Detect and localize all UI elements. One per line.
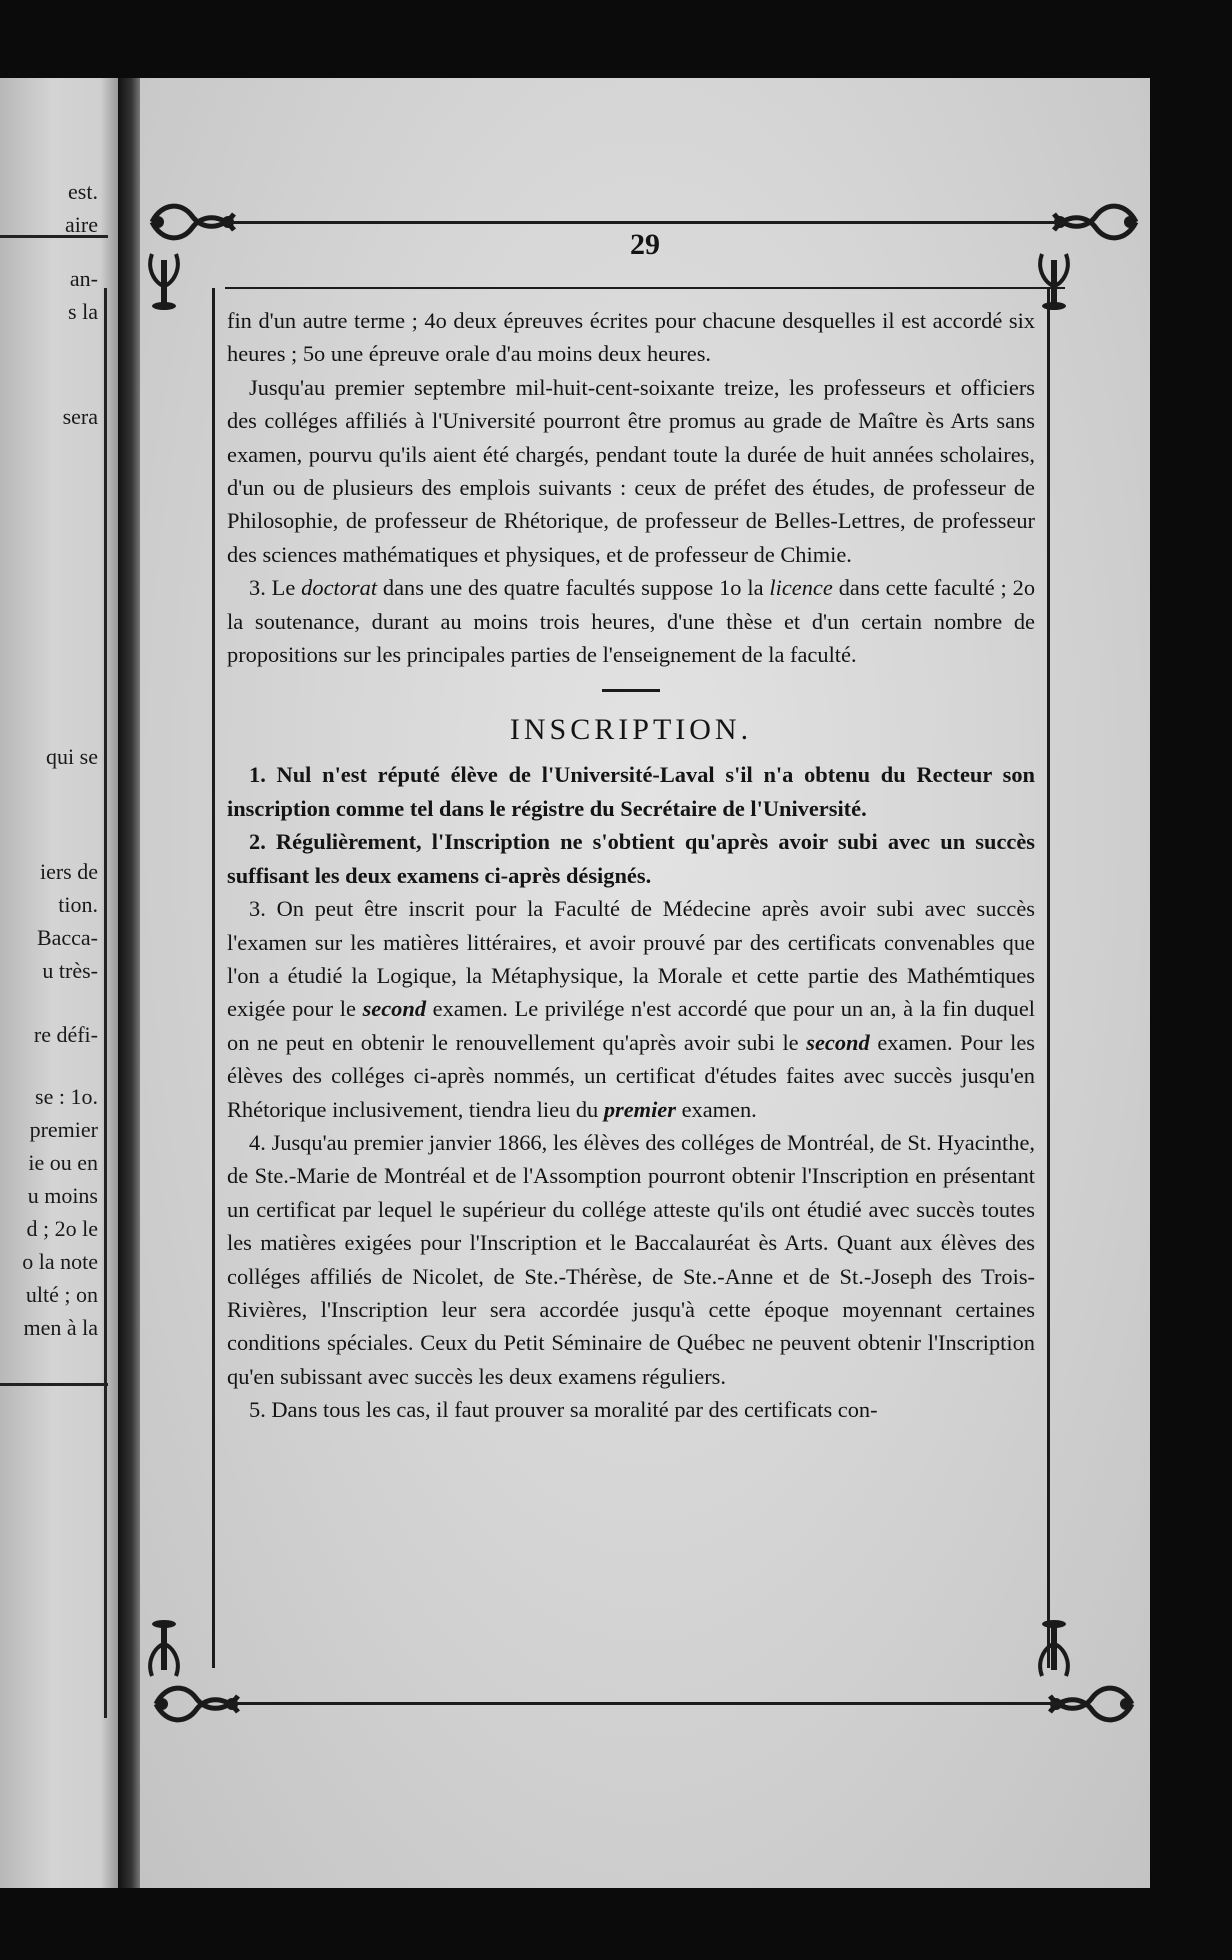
inscription-item-3 bbox=[227, 892, 1035, 1126]
left-page-fragment: d ; 2o le bbox=[26, 1216, 98, 1241]
paragraph-maitre-es-arts: Jusqu'au premier septembre mil-huit-cent-soixante treize, les professeurs et officiers des colléges affiliés à l'Université pourront être promus au grade de Maître ès Arts sans examen, pourvu qu'ils aient été chargés, pendant toute la durée de huit années scholaires, d'un ou de plusieurs des emplois suivants : ceux de préfet des études, de professeur de Philosophie, de professeur de Rhétorique, de professeur de Belles-Lettres, de professeur des sciences mathématiques et physiques, et de professeur de Chimie. bbox=[227, 374, 1035, 567]
left-page-fragment: se : 1o. bbox=[35, 1084, 98, 1109]
inscription-item-4: 4. Jusqu'au premier janvier 1866, les élèves des colléges de Montréal, de St. Hyacinthe, de Ste.-Marie de Montréal et de l'Assomption pourront obtenir l'Inscription en présentant un certificat par lequel le supérieur du collége atteste qu'ils ont étudié avec succès toutes les matières exigées pour l'Inscription et le Baccalauréat ès Arts. Quant aux élèves des colléges affiliés de Nicolet, de Ste.-Thérèse, de Ste.-Anne et de St.-Joseph des Trois-Rivières, l'Inscription leur sera accordée jusqu'à cette époque moyennant certaines conditions spéciales. Ceux du Petit Séminaire de Québec ne peuvent obtenir l'Inscription qu'en subissant avec succès les deux examens réguliers. bbox=[227, 1129, 1035, 1389]
left-page-fragment: s la bbox=[68, 299, 98, 324]
left-page-fragment: sera bbox=[62, 404, 98, 429]
frame-left-rule bbox=[212, 288, 215, 1668]
left-page-fragment: premier bbox=[29, 1117, 98, 1142]
page-number: 29 bbox=[630, 228, 660, 261]
inscription-item-1: 1. Nul n'est réputé élève de l'Université-Laval s'il n'a obtenu du Recteur son inscription comme tel dans le régistre du Secrétaire de l'Université. bbox=[227, 762, 1035, 821]
doctorat-term: doctorat bbox=[301, 575, 378, 601]
book-gutter bbox=[118, 78, 140, 1888]
bottom-right-lyre-icon bbox=[1036, 1618, 1072, 1680]
book-page bbox=[140, 78, 1150, 1888]
frame-bottom-rule bbox=[225, 1702, 1065, 1705]
left-page-fragment: ulté ; on bbox=[25, 1282, 98, 1307]
item-3-text-b: examen. Le privilége n'est accordé que pour un an, à la fin duquel on ne peut en obtenir le renouvellement qu'après avoir subi le bbox=[227, 996, 1035, 1055]
left-page-fragment: men à la bbox=[23, 1315, 98, 1340]
left-facing-page bbox=[0, 78, 118, 1888]
left-page-fragment: o la note bbox=[22, 1249, 98, 1274]
left-page-fragment: tion. bbox=[58, 892, 98, 917]
section-heading-inscription: INSCRIPTION. bbox=[509, 713, 753, 747]
left-page-fragment: an- bbox=[69, 266, 98, 291]
scan-border-right bbox=[1150, 78, 1232, 1888]
doctorat-text-1: 3. Le bbox=[249, 575, 302, 601]
inscription-item-5: 5. Dans tous les cas, il faut prouver sa moralité par des certificats con- bbox=[249, 1397, 878, 1423]
left-page-fragment: u moins bbox=[27, 1183, 98, 1208]
left-page-fragment: qui se bbox=[46, 744, 98, 769]
doctorat-text-2: dans une des quatre facultés suppose 1o la bbox=[377, 575, 770, 601]
frame-top-rule bbox=[225, 221, 1065, 224]
frame-header-rule bbox=[225, 287, 1065, 289]
item-3-second-1: second bbox=[362, 996, 427, 1022]
left-page-fragment: re défi- bbox=[33, 1022, 98, 1047]
left-page-bottom-rule bbox=[0, 1383, 108, 1386]
left-page-fragment: est. bbox=[68, 179, 98, 204]
bottom-left-lyre-icon bbox=[146, 1618, 182, 1680]
section-separator bbox=[602, 689, 660, 692]
frame-right-rule bbox=[1047, 288, 1050, 1668]
paragraph-doctorat bbox=[227, 571, 1035, 671]
item-3-second-2: second bbox=[806, 1029, 870, 1055]
left-page-fragment: iers de bbox=[39, 859, 98, 884]
left-page-frame-rule bbox=[104, 288, 107, 1718]
left-page-fragment: ie ou en bbox=[28, 1150, 98, 1175]
doctorat-text-3: dans cette faculté ; 2o la soutenance, durant au moins trois heures, d'une thèse et d'un certain nombre de propositions sur les principales parties de l'enseignement de la faculté. bbox=[227, 575, 1036, 668]
left-page-fragment: aire bbox=[65, 212, 98, 237]
licence-term: licence bbox=[769, 575, 833, 601]
item-3-text-d: examen. bbox=[675, 1096, 757, 1122]
inscription-item-2: 2. Régulièrement, l'Inscription ne s'obtient qu'après avoir subi avec un succès suffisant les deux examens ci-après désignés. bbox=[227, 829, 1035, 888]
left-page-fragment: Bacca- bbox=[36, 925, 98, 950]
item-3-premier: premier bbox=[603, 1096, 676, 1122]
item-3-text-c: examen. Pour les élèves des colléges ci-après nommés, un certificat d'études faites avec succès jusqu'en Rhétorique inclusivement, tiendra lieu du bbox=[227, 1029, 1035, 1122]
page-body-text bbox=[227, 304, 1035, 1427]
item-3-text-a: 3. On peut être inscrit pour la Faculté de Médecine après avoir subi avec succès l'examen sur les matières littéraires, et avoir prouvé par des certificats convenables que l'on a étudié la Logique, la Métaphysique, la Morale et cette partie des Mathémtiques exigée pour le bbox=[227, 896, 1035, 1022]
left-page-fragment: u très- bbox=[42, 958, 98, 983]
paragraph-grade-conditions: fin d'un autre terme ; 4o deux épreuves écrites pour chacune desquelles il est accordé six heures ; 5o une épreuve orale d'au moins deux heures. bbox=[227, 308, 1035, 367]
